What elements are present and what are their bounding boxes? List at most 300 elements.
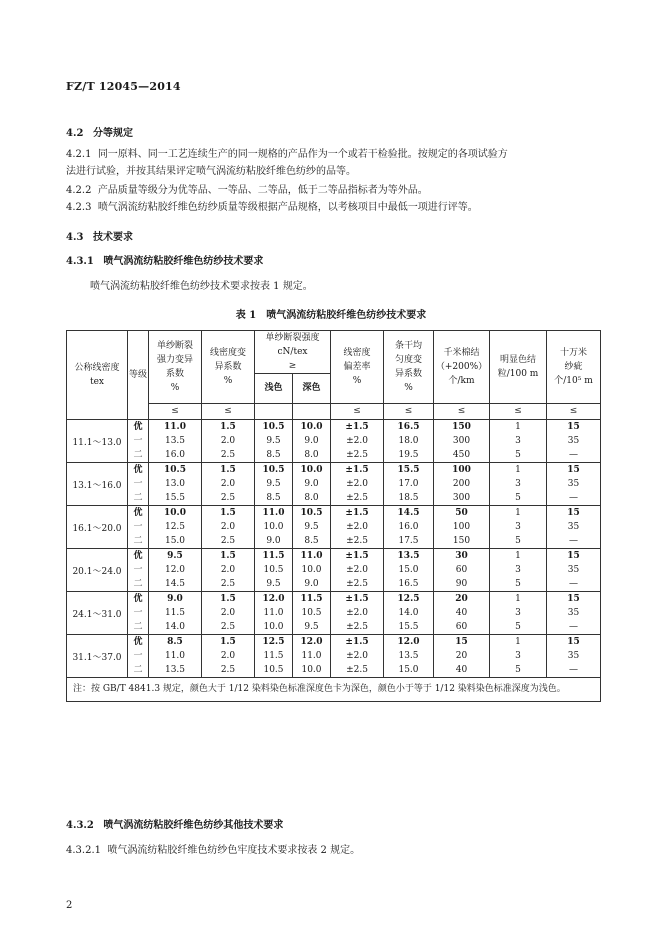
value: ±2.5 xyxy=(346,450,368,460)
value: — xyxy=(569,536,579,546)
value: 一 xyxy=(133,436,143,446)
value: 40 xyxy=(455,608,468,618)
value: 15 xyxy=(455,637,468,647)
value: 35 xyxy=(567,608,580,618)
density-cell: 31.1～37.0 xyxy=(67,635,128,678)
value: 10.5 xyxy=(300,508,323,518)
value: 2.5 xyxy=(220,493,236,503)
value: 10.5 xyxy=(301,608,322,618)
cv-density-cell xyxy=(202,635,255,678)
value: 11.0 xyxy=(262,508,285,518)
value: ±2.5 xyxy=(346,493,368,503)
even-cell xyxy=(384,635,434,678)
value: 2.0 xyxy=(220,522,236,532)
value: 8.5 xyxy=(266,450,281,460)
cv-strength-cell xyxy=(149,592,202,635)
value: ±2.0 xyxy=(346,522,368,532)
value: 2.5 xyxy=(220,622,236,632)
clause-number: 4.2.3 xyxy=(66,202,92,213)
value: 18.5 xyxy=(398,493,419,503)
value: 19.5 xyxy=(398,450,419,460)
le-sign: ≤ xyxy=(149,404,202,420)
cv-strength-cell xyxy=(149,635,202,678)
section-number: 4.2 xyxy=(66,128,84,139)
header-cv-strength: 单纱断裂 强力变异 系数 % xyxy=(149,331,202,404)
value: 40 xyxy=(455,665,468,675)
value: 150 xyxy=(452,536,471,546)
value: 35 xyxy=(567,565,580,575)
value: 11.0 xyxy=(300,551,323,561)
value: 3 xyxy=(515,479,521,489)
value: 5 xyxy=(515,622,521,632)
knots-cell xyxy=(490,635,547,678)
clause-text-line2: 法进行试验，并按其结果评定喷气涡流纺粘胶纤维色纺纱的品等。 xyxy=(66,166,356,177)
header-cv-density: 线密度变 异系数 % xyxy=(202,331,255,404)
value: 15 xyxy=(567,637,580,647)
dark-cell xyxy=(293,635,331,678)
value: ±1.5 xyxy=(345,508,369,518)
value: 2.5 xyxy=(220,536,236,546)
value: 14.0 xyxy=(398,608,419,618)
le-sign xyxy=(255,404,293,420)
table-note: 注：按 GB/T 4841.3 规定，颜色大于 1/12 染料染色标准深度色卡为深色，颜色小于等于 1/12 染料染色标准深度为浅色。 xyxy=(67,678,601,702)
value: 3 xyxy=(515,651,521,661)
value: — xyxy=(569,579,579,589)
value: ±2.5 xyxy=(346,622,368,632)
grades-cell xyxy=(128,506,149,549)
neps-cell xyxy=(434,506,490,549)
value: ±1.5 xyxy=(345,465,369,475)
value: 一 xyxy=(133,651,143,661)
light-cell xyxy=(255,592,293,635)
header-grade: 等级 xyxy=(128,331,149,420)
value: 50 xyxy=(455,508,468,518)
header-density: 公称线密度 tex xyxy=(67,331,128,420)
dark-cell xyxy=(293,420,331,463)
value: 35 xyxy=(567,651,580,661)
value: ±1.5 xyxy=(345,422,369,432)
cv-density-cell xyxy=(202,506,255,549)
clause-number: 4.2.1 xyxy=(66,149,92,160)
value: 10.5 xyxy=(263,565,284,575)
grades-cell xyxy=(128,463,149,506)
value: 8.5 xyxy=(167,637,183,647)
knots-cell xyxy=(490,420,547,463)
value: 优 xyxy=(133,508,143,518)
value: 3 xyxy=(515,608,521,618)
even-cell xyxy=(384,506,434,549)
grades-cell xyxy=(128,592,149,635)
value: 1.5 xyxy=(220,594,236,604)
value: 1 xyxy=(515,508,521,518)
value: 13.5 xyxy=(397,551,420,561)
value: 11.0 xyxy=(164,651,186,661)
value: 1.5 xyxy=(220,508,236,518)
value: ±1.5 xyxy=(345,551,369,561)
value: 5 xyxy=(515,450,521,460)
density-cell: 11.1～13.0 xyxy=(67,420,128,463)
value: 12.0 xyxy=(397,637,420,647)
value: 9.0 xyxy=(266,536,281,546)
header-yarn-faults: 十万米 纱疵 个/10⁵ m xyxy=(547,331,601,404)
value: 13.5 xyxy=(164,665,186,675)
knots-cell xyxy=(490,506,547,549)
dev-cell xyxy=(331,635,384,678)
table-row xyxy=(67,506,601,549)
value: 13.0 xyxy=(164,479,186,489)
faults-cell xyxy=(547,506,601,549)
value: 1.5 xyxy=(220,422,236,432)
value: 8.5 xyxy=(304,536,319,546)
density-cell: 20.1～24.0 xyxy=(67,549,128,592)
value: 2.0 xyxy=(220,651,236,661)
value: 15.5 xyxy=(397,465,420,475)
value: 2.0 xyxy=(220,608,236,618)
knots-cell xyxy=(490,463,547,506)
value: 15 xyxy=(567,422,580,432)
value: 35 xyxy=(567,479,580,489)
value: 1 xyxy=(515,637,521,647)
value: 9.5 xyxy=(304,622,319,632)
value: 二 xyxy=(133,579,143,589)
clause-4-3-2-heading xyxy=(66,816,283,831)
value: 9.5 xyxy=(167,551,183,561)
value: 2.0 xyxy=(220,479,236,489)
value: 9.0 xyxy=(304,479,319,489)
value: 10.5 xyxy=(263,665,284,675)
value: 9.0 xyxy=(167,594,183,604)
value: 11.0 xyxy=(301,651,322,661)
cv-strength-cell xyxy=(149,506,202,549)
value: 二 xyxy=(133,536,143,546)
light-cell xyxy=(255,549,293,592)
neps-cell xyxy=(434,420,490,463)
value: — xyxy=(569,622,579,632)
value: 12.0 xyxy=(164,565,186,575)
value: — xyxy=(569,450,579,460)
clause-text: 喷气涡流纺粘胶纤维色纺纱质量等级根据产品规格，以考核项目中最低一项进行评等。 xyxy=(97,202,478,213)
value: 15 xyxy=(567,594,580,604)
dev-cell xyxy=(331,592,384,635)
faults-cell xyxy=(547,635,601,678)
value: ±1.5 xyxy=(345,594,369,604)
value: 15 xyxy=(567,508,580,518)
dev-cell xyxy=(331,506,384,549)
value: 1 xyxy=(515,594,521,604)
grades-cell xyxy=(128,420,149,463)
value: 12.5 xyxy=(397,594,420,604)
value: 5 xyxy=(515,665,521,675)
value: 14.0 xyxy=(164,622,186,632)
le-sign xyxy=(293,404,331,420)
faults-cell xyxy=(547,420,601,463)
value: 15 xyxy=(567,465,580,475)
grades-cell xyxy=(128,549,149,592)
value: 优 xyxy=(133,551,143,561)
value: 一 xyxy=(133,565,143,575)
dark-cell xyxy=(293,549,331,592)
value: 15.0 xyxy=(398,565,419,575)
neps-cell xyxy=(434,592,490,635)
value: 9.5 xyxy=(266,579,281,589)
value: 18.0 xyxy=(398,436,419,446)
light-cell xyxy=(255,420,293,463)
value: 11.5 xyxy=(300,594,323,604)
value: 16.5 xyxy=(397,422,420,432)
value: ±1.5 xyxy=(345,637,369,647)
value: 10.0 xyxy=(263,522,284,532)
value: 16.0 xyxy=(398,522,419,532)
clause-4-2-2 xyxy=(66,182,602,199)
clause-4-2-1 xyxy=(66,146,602,180)
value: 5 xyxy=(515,536,521,546)
value: 11.0 xyxy=(263,608,284,618)
value: — xyxy=(569,665,579,675)
value: 100 xyxy=(452,522,471,532)
header-evenness: 条干均 匀度变 异系数 % xyxy=(384,331,434,404)
section-title: 技术要求 xyxy=(92,232,133,243)
value: 20 xyxy=(455,651,468,661)
value: 1.5 xyxy=(220,551,236,561)
even-cell xyxy=(384,420,434,463)
le-sign: ≤ xyxy=(547,404,601,420)
cv-strength-cell xyxy=(149,420,202,463)
neps-cell xyxy=(434,463,490,506)
value: 12.0 xyxy=(300,637,323,647)
clause-text: 产品质量等级分为优等品、一等品、二等品，低于二等品指标者为等外品。 xyxy=(97,185,428,196)
value: 10.0 xyxy=(301,665,322,675)
header-dark: 深色 xyxy=(293,374,331,404)
light-cell xyxy=(255,506,293,549)
value: 一 xyxy=(133,522,143,532)
dev-cell xyxy=(331,420,384,463)
clause-4-3-1-heading xyxy=(66,252,263,267)
value: 优 xyxy=(133,422,143,432)
value: 15 xyxy=(567,551,580,561)
value: 1.5 xyxy=(220,637,236,647)
density-cell: 24.1～31.0 xyxy=(67,592,128,635)
value: 2.0 xyxy=(220,565,236,575)
value: 3 xyxy=(515,565,521,575)
density-cell: 16.1～20.0 xyxy=(67,506,128,549)
value: 1 xyxy=(515,422,521,432)
value: 17.0 xyxy=(398,479,419,489)
value: 11.5 xyxy=(164,608,186,618)
clause-number: 4.3.2.1 xyxy=(66,845,101,856)
le-sign: ≤ xyxy=(384,404,434,420)
value: 10.5 xyxy=(164,465,186,475)
value: 优 xyxy=(133,594,143,604)
clause-title: 喷气涡流纺粘胶纤维色纺纱其他技术要求 xyxy=(103,820,284,831)
knots-cell xyxy=(490,592,547,635)
clause-text-line1: 同一原料、同一工艺连续生产的同一规格的产品作为一个或若干检验批。按规定的各项试验方 xyxy=(97,149,508,160)
value: 90 xyxy=(455,579,468,589)
cv-density-cell xyxy=(202,592,255,635)
neps-cell xyxy=(434,549,490,592)
cv-density-cell xyxy=(202,420,255,463)
value: 300 xyxy=(452,493,471,503)
value: 8.5 xyxy=(266,493,281,503)
value: 9.5 xyxy=(266,436,281,446)
value: 60 xyxy=(455,565,468,575)
value: 优 xyxy=(133,637,143,647)
value: 9.0 xyxy=(304,579,319,589)
value: ±2.0 xyxy=(346,608,368,618)
value: 16.5 xyxy=(398,579,419,589)
value: 二 xyxy=(133,622,143,632)
header-tenacity: 单纱断裂强度 cN/tex ≥ xyxy=(255,331,331,374)
value: 3 xyxy=(515,436,521,446)
value: ±2.0 xyxy=(346,565,368,575)
faults-cell xyxy=(547,549,601,592)
value: 14.5 xyxy=(164,579,186,589)
value: 10.5 xyxy=(262,465,285,475)
value: ±2.5 xyxy=(346,536,368,546)
value: 20 xyxy=(455,594,468,604)
value: 一 xyxy=(133,479,143,489)
light-cell xyxy=(255,463,293,506)
value: 10.0 xyxy=(263,622,284,632)
value: 1 xyxy=(515,551,521,561)
light-cell xyxy=(255,635,293,678)
value: 60 xyxy=(455,622,468,632)
value: 一 xyxy=(133,608,143,618)
value: 100 xyxy=(452,465,471,475)
le-sign: ≤ xyxy=(434,404,490,420)
value: 11.5 xyxy=(262,551,285,561)
value: 450 xyxy=(452,450,471,460)
clause-text: 喷气涡流纺粘胶纤维色纺纱色牢度技术要求按表 2 规定。 xyxy=(107,845,361,856)
table-row xyxy=(67,549,601,592)
value: ±2.5 xyxy=(346,665,368,675)
spec-table xyxy=(66,330,601,702)
value: 二 xyxy=(133,450,143,460)
value: 14.5 xyxy=(397,508,420,518)
value: — xyxy=(569,493,579,503)
value: 15.0 xyxy=(398,665,419,675)
value: 8.0 xyxy=(304,493,319,503)
dark-cell xyxy=(293,506,331,549)
grades-cell xyxy=(128,635,149,678)
header-neps: 千米棉结 （+200%） 个/km xyxy=(434,331,490,404)
document-header: FZ/T 12045—2014 xyxy=(66,80,181,93)
value: 15.5 xyxy=(164,493,186,503)
page-number: 2 xyxy=(66,900,73,911)
clause-4-2-3 xyxy=(66,199,602,216)
cv-strength-cell xyxy=(149,463,202,506)
value: 2.5 xyxy=(220,579,236,589)
cv-density-cell xyxy=(202,549,255,592)
table-row xyxy=(67,420,601,463)
even-cell xyxy=(384,549,434,592)
value: 二 xyxy=(133,493,143,503)
section-4-2 xyxy=(66,124,133,139)
even-cell xyxy=(384,463,434,506)
clause-title: 喷气涡流纺粘胶纤维色纺纱技术要求 xyxy=(103,256,264,267)
value: 10.0 xyxy=(300,465,323,475)
value: 15.0 xyxy=(164,536,186,546)
knots-cell xyxy=(490,549,547,592)
header-color-knots: 明显色结 粒/100 m xyxy=(490,331,547,404)
value: 9.5 xyxy=(304,522,319,532)
le-sign: ≤ xyxy=(490,404,547,420)
value: 12.0 xyxy=(262,594,285,604)
value: 10.0 xyxy=(300,422,323,432)
value: 5 xyxy=(515,493,521,503)
dark-cell xyxy=(293,592,331,635)
table-row xyxy=(67,592,601,635)
value: 10.5 xyxy=(262,422,285,432)
table-caption: 表 1 喷气涡流纺粘胶纤维色纺纱技术要求 xyxy=(235,310,427,321)
value: 10.0 xyxy=(301,565,322,575)
table-row xyxy=(67,635,601,678)
value: 8.0 xyxy=(304,450,319,460)
value: 16.0 xyxy=(164,450,186,460)
le-sign: ≤ xyxy=(331,404,384,420)
value: 9.0 xyxy=(304,436,319,446)
value: 优 xyxy=(133,465,143,475)
density-cell: 13.1～16.0 xyxy=(67,463,128,506)
value: 300 xyxy=(452,436,471,446)
value: 13.5 xyxy=(398,651,419,661)
section-title: 分等规定 xyxy=(92,128,133,139)
value: 15.5 xyxy=(398,622,419,632)
value: ±2.0 xyxy=(346,436,368,446)
clause-number: 4.3.1 xyxy=(66,256,94,267)
section-4-3 xyxy=(66,228,133,243)
value: 9.5 xyxy=(266,479,281,489)
le-sign: ≤ xyxy=(202,404,255,420)
dev-cell xyxy=(331,549,384,592)
value: 11.0 xyxy=(164,422,186,432)
section-number: 4.3 xyxy=(66,232,84,243)
value: 11.5 xyxy=(263,651,284,661)
value: ±2.0 xyxy=(346,651,368,661)
cv-strength-cell xyxy=(149,549,202,592)
cv-density-cell xyxy=(202,463,255,506)
value: 二 xyxy=(133,665,143,675)
value: ±2.5 xyxy=(346,579,368,589)
header-deviation: 线密度 偏差率 % xyxy=(331,331,384,404)
dark-cell xyxy=(293,463,331,506)
value: 13.5 xyxy=(164,436,186,446)
value: 1 xyxy=(515,465,521,475)
neps-cell xyxy=(434,635,490,678)
faults-cell xyxy=(547,463,601,506)
value: 12.5 xyxy=(262,637,285,647)
value: 35 xyxy=(567,436,580,446)
value: 3 xyxy=(515,522,521,532)
value: 30 xyxy=(455,551,468,561)
clause-number: 4.2.2 xyxy=(66,185,92,196)
value: 1.5 xyxy=(220,465,236,475)
value: ±2.0 xyxy=(346,479,368,489)
value: 17.5 xyxy=(398,536,419,546)
value: 2.5 xyxy=(220,665,236,675)
value: 10.0 xyxy=(164,508,186,518)
value: 2.5 xyxy=(220,450,236,460)
value: 12.5 xyxy=(164,522,186,532)
faults-cell xyxy=(547,592,601,635)
even-cell xyxy=(384,592,434,635)
value: 150 xyxy=(452,422,471,432)
table-row xyxy=(67,463,601,506)
clause-4-3-2-1 xyxy=(66,841,360,856)
value: 5 xyxy=(515,579,521,589)
header-light: 浅色 xyxy=(255,374,293,404)
clause-4-3-1-text: 喷气涡流纺粘胶纤维色纺纱技术要求按表 1 规定。 xyxy=(90,281,313,292)
value: 2.0 xyxy=(220,436,236,446)
